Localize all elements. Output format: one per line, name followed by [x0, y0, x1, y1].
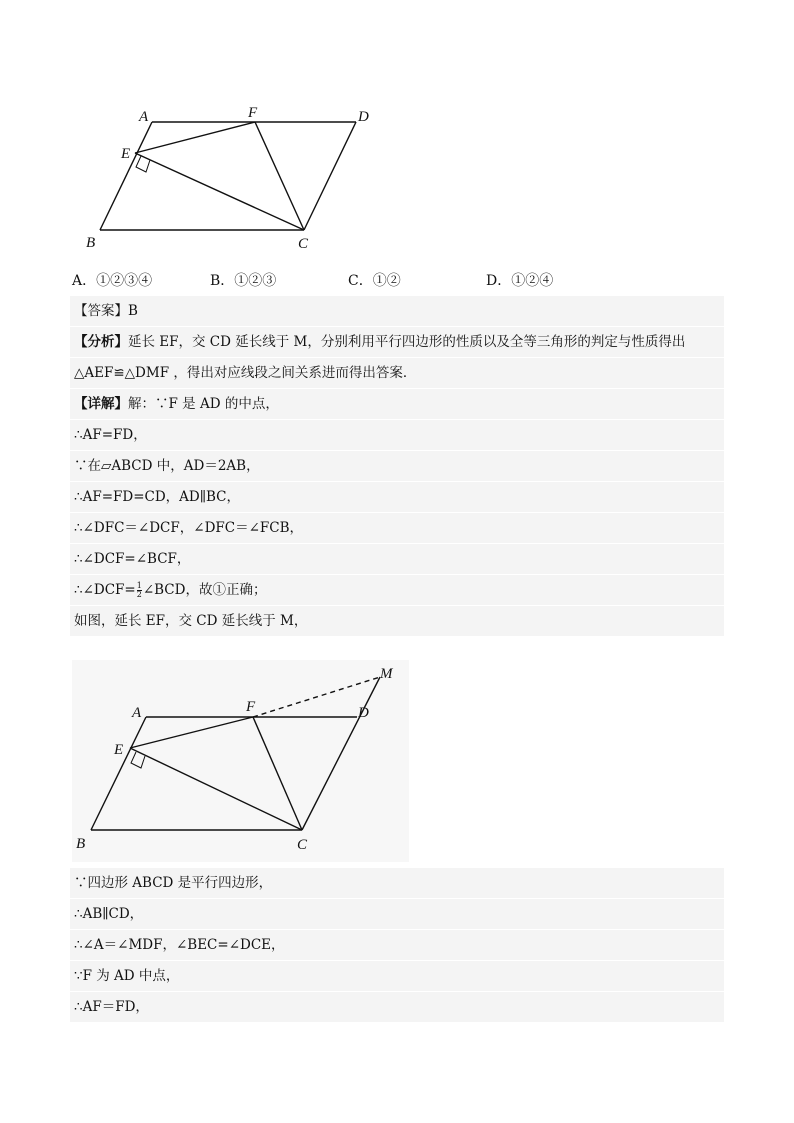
detail-line-6: ∴∠DCF=∠BCF，: [70, 544, 724, 575]
detail-line-9: ∴∠A＝∠MDF，∠BEC=∠DCE，: [70, 930, 724, 961]
fraction-one-half: $\frac{1}{2}$: [136, 581, 142, 599]
label-c: C: [297, 837, 308, 853]
label-f: F: [246, 699, 256, 715]
segment-ef: [135, 122, 255, 153]
label-f: F: [248, 105, 258, 121]
choice-d[interactable]: D．①②④: [486, 273, 554, 289]
answer-line: 【答案】B: [70, 296, 724, 327]
segment-ef: [130, 717, 253, 748]
label-b: B: [86, 235, 96, 251]
detail-line-half: ∴∠DCF= $\frac{1}{2}$ ∠BCD，故①正确；: [70, 575, 724, 606]
label-e: E: [114, 742, 124, 758]
label-c: C: [298, 236, 309, 252]
figure-parallelogram-extended: [72, 660, 409, 862]
label-m: M: [380, 666, 393, 682]
label-a: A: [132, 705, 142, 721]
detail-line-8: ∴AB∥CD，: [70, 899, 724, 930]
analysis-line-1: 【分析】延长 EF，交 CD 延长线于 M，分别利用平行四边形的性质以及全等三角形的判定与性质得出: [70, 327, 724, 358]
solution-panel-top: [70, 296, 724, 637]
edge-ab: [100, 122, 152, 230]
label-d: D: [358, 109, 369, 125]
label-d: D: [358, 705, 369, 721]
solution-panel-bottom: [70, 868, 724, 1023]
answer-choices: [72, 270, 722, 292]
detail-line-10: ∵F 为 AD 中点，: [70, 961, 724, 992]
choice-a[interactable]: A．①②③④: [72, 273, 153, 289]
detail-line-1: 【详解】解：∵F 是 AD 的中点，: [70, 389, 724, 420]
segment-fc: [255, 122, 304, 230]
label-b: B: [76, 836, 86, 852]
detail-line-4: ∴AF=FD=CD，AD∥BC，: [70, 482, 724, 513]
label-e: E: [121, 146, 131, 162]
figure-parallelogram: [80, 100, 380, 260]
segment-ec: [135, 153, 304, 230]
choice-c[interactable]: C．①②: [348, 273, 401, 289]
choice-b[interactable]: B．①②③: [210, 273, 277, 289]
edge-dc-extended: [302, 677, 380, 830]
segment-fc: [253, 717, 302, 830]
detail-line-3: ∵在▱ABCD 中，AD＝2AB，: [70, 451, 724, 482]
extend-line: 如图，延长 EF，交 CD 延长线于 M，: [70, 606, 724, 637]
detail-line-2: ∴AF=FD，: [70, 420, 724, 451]
detail-line-11: ∴AF＝FD，: [70, 992, 724, 1023]
detail-line-7: ∵四边形 ABCD 是平行四边形，: [70, 868, 724, 899]
edge-dc: [304, 122, 356, 230]
edge-ab: [91, 717, 146, 830]
analysis-line-2: △AEF≌△DMF ，得出对应线段之间关系进而得出答案．: [70, 358, 724, 389]
label-a: A: [139, 109, 149, 125]
segment-ec: [130, 748, 302, 830]
detail-line-5: ∴∠DFC＝∠DCF，∠DFC＝∠FCB，: [70, 513, 724, 544]
